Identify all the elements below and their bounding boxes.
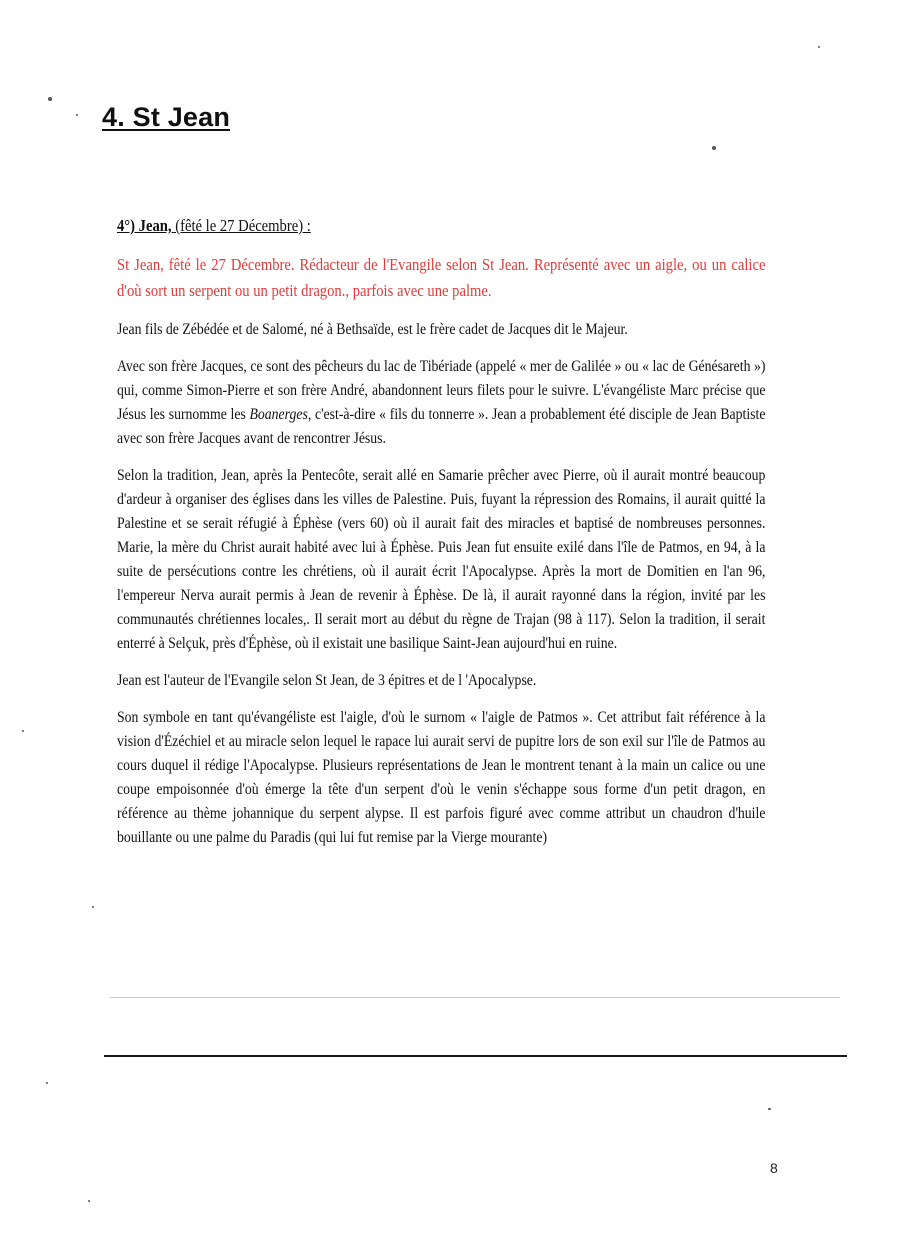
faint-separator bbox=[110, 997, 840, 998]
scan-speck bbox=[818, 46, 820, 48]
scan-speck bbox=[712, 146, 716, 150]
scan-speck bbox=[92, 906, 94, 908]
scan-speck bbox=[76, 114, 78, 116]
paragraph-author: Jean est l'auteur de l'Evangile selon St Jean, de 3 épitres et de l 'Apocalypse. bbox=[117, 672, 537, 689]
boanerges-term: Boanerges bbox=[249, 406, 308, 423]
page-title: 4. St Jean bbox=[102, 102, 231, 132]
paragraph-symbol: Son symbole en tant qu'évangéliste est l'aigle, d'où le surnom « l'aigle de Patmos ». Cet attribut fait référence à la vision d'Ézéchiel et au miracle selon lequel le rapace lui aurait servi de pupitre lors de son exil sur l'île de Patmos au cours duquel il rédige l'Apocalypse. Plusieurs représentations de Jean le montrent tenant à la main un calice ou une coupe empoisonnée d'où émerge la tête d'un serpent d'où le venin s'échappe sous forme d'un petit dragon, en référence au thème johannique du serpent alypse. Il est parfois figuré avec comme attribut un chaudron d'huile bouillante ou une palme du Paradis (qui lui fut remise par la Vierge mourante) bbox=[117, 709, 766, 846]
horizontal-rule bbox=[104, 1055, 847, 1057]
section-heading bbox=[117, 214, 765, 238]
paragraph-fishermen-text: Avec son frère Jacques, ce sont des pêcheurs du lac de Tibériade (appelé « mer de Galilée » ou « lac de Génésareth ») qui, comme Simon-Pierre et son frère André, abandonnent leurs filets pour le suivre. L'évangéliste Marc précise que Jésus les surnomme les bbox=[117, 358, 766, 423]
scan-speck bbox=[88, 1200, 90, 1202]
section-heading-main: 4°) Jean, bbox=[117, 216, 172, 235]
paragraph-fishermen-text-end: , c'est-à-dire « fils du tonnerre ». Jean a probablement été disciple de Jean Baptiste avec son frère Jacques avant de rencontrer Jésus. bbox=[117, 406, 766, 447]
scan-speck bbox=[46, 1082, 48, 1084]
scan-speck bbox=[22, 730, 24, 732]
scanned-text-block bbox=[117, 214, 765, 863]
scan-speck bbox=[48, 97, 52, 101]
scan-speck bbox=[768, 1108, 771, 1110]
paragraph-tradition: Selon la tradition, Jean, après la Pentecôte, serait allé en Samarie prêcher avec Pierre, où il aurait montré beaucoup d'ardeur à organiser des églises dans les villes de Palestine. Puis, fuyant la répression des Romains, il aurait quitté la Palestine et se serait réfugié à Éphèse (vers 60) où il aurait fait des miracles et baptisé de nombreuses personnes. Marie, la mère du Christ aurait habité avec lui à Éphèse. Puis Jean fut ensuite exilé dans l'île de Patmos, en 94, à la suite de persécutions contre les chrétiens, où il aurait écrit l'Apocalypse. Après la mort de Domitien en l'an 96, l'empereur Nerva aurait permis à Jean de revenir à Éphèse. De là, il aurait rayonné dans la région, invité par les communautés chrétiennes locales,. Il serait mort au début du règne de Trajan (98 à 117). Selon la tradition, il serait enterré à Selçuk, près d'Éphèse, où il existait une basilique Saint-Jean aujourd'hui en ruine. bbox=[117, 467, 766, 652]
paragraph-fishermen bbox=[117, 355, 765, 451]
red-intro-paragraph: St Jean, fêté le 27 Décembre. Rédacteur de l'Evangile selon St Jean. Représenté avec un aigle, ou un calice d'où sort un serpent ou un petit dragon., parfois avec une palme. bbox=[117, 255, 766, 300]
section-heading-date: (fêté le 27 Décembre) : bbox=[171, 216, 311, 235]
page-number: 8 bbox=[770, 1160, 778, 1176]
paragraph-family: Jean fils de Zébédée et de Salomé, né à Bethsaïde, est le frère cadet de Jacques dit le Majeur. bbox=[117, 321, 628, 338]
